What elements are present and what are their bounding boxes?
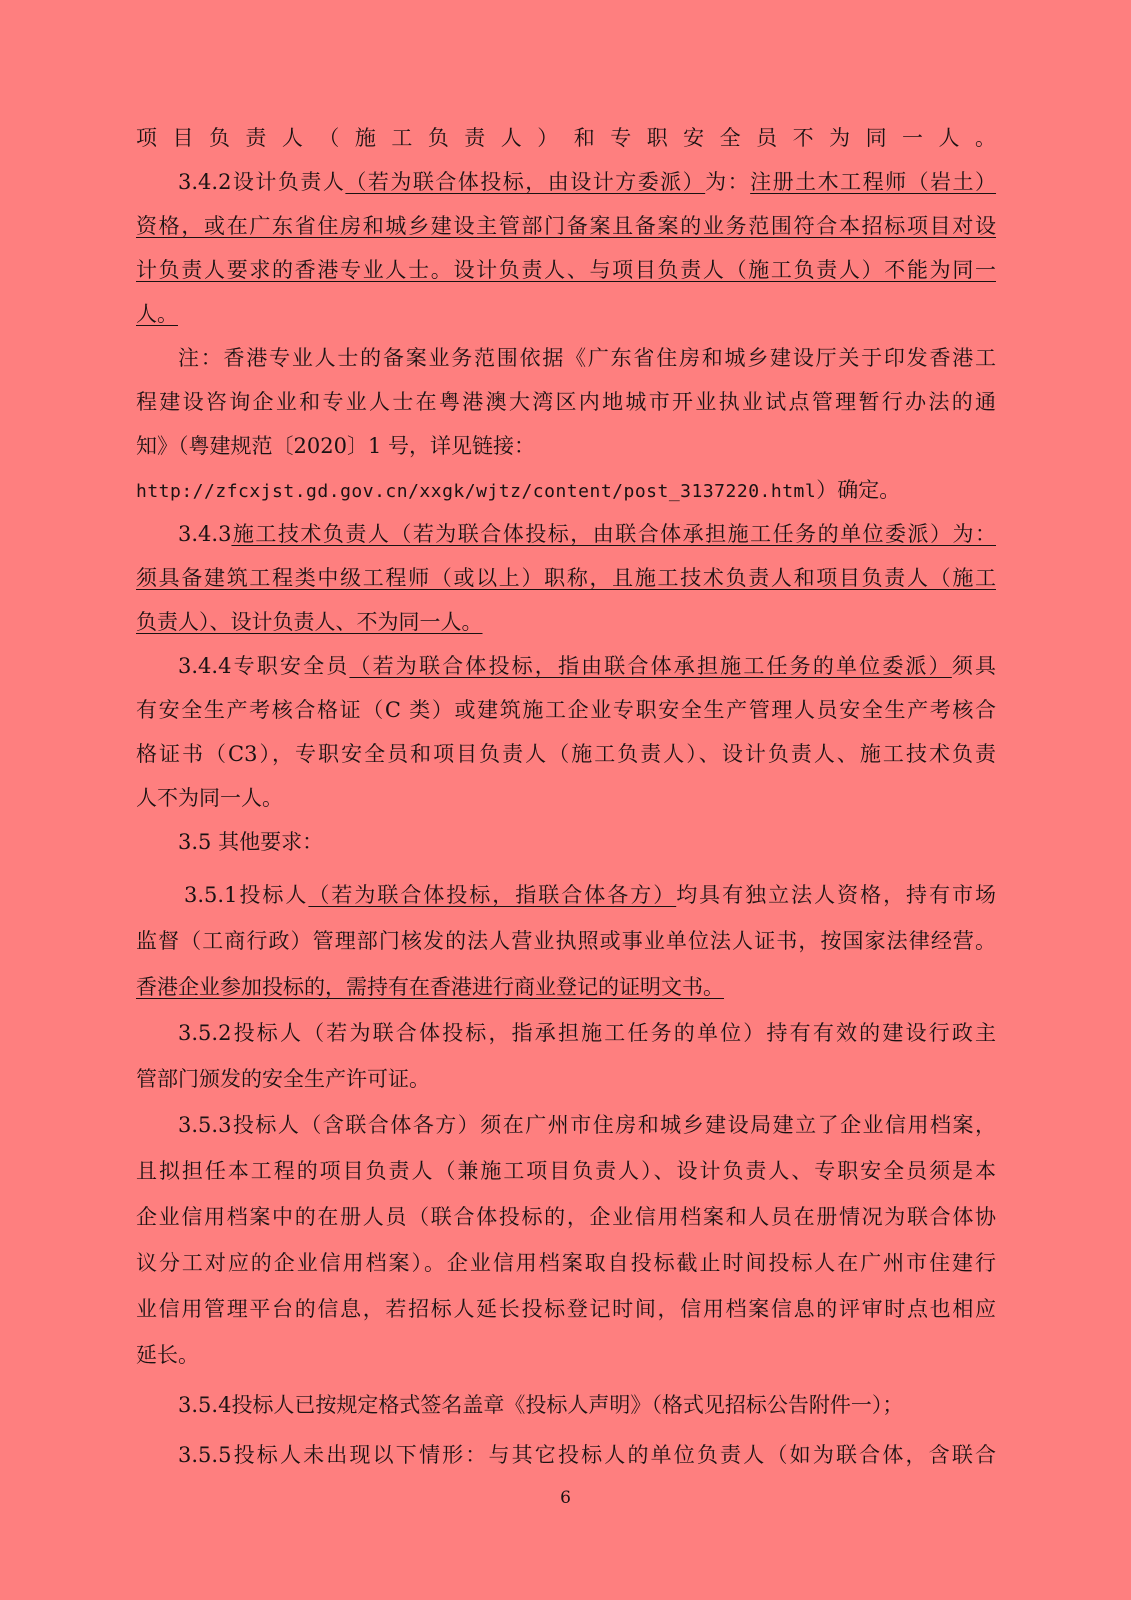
- clause-number: 3.4.3: [178, 522, 232, 546]
- text-run: 人不为同一人。: [136, 786, 283, 810]
- underlined-text: 注册土木工程师（岩土）: [750, 170, 997, 194]
- text-run: 投标人已按规定格式签名盖章《投标人声明》（格式见招标公告附件一）；: [231, 1393, 904, 1417]
- text-run: 项目负责人（施工负责人）和专职安全员不为同一人。: [136, 126, 996, 150]
- note-line-2: [136, 387, 996, 417]
- clause-3-5-3-line-5: [136, 1294, 996, 1324]
- text-run: 专职安全员: [231, 654, 350, 678]
- text-run: 管部门颁发的安全生产许可证。: [136, 1067, 430, 1091]
- text-run: 投标人未出现以下情形：与其它投标人的单位负责人（如为联合体，含联合: [231, 1443, 996, 1467]
- text-run: 有安全生产考核合格证（C 类）或建筑施工企业专职安全生产管理人员安全生产考核合: [136, 698, 996, 722]
- text-run: 延长。: [136, 1343, 199, 1367]
- clause-3-4-2-line-4: [136, 299, 996, 329]
- clause-number: 3.5.5: [178, 1443, 232, 1467]
- text-run: 须具: [951, 654, 997, 678]
- text-run: 业信用管理平台的信息，若招标人延长投标登记时间，信用档案信息的评审时点也相应: [136, 1297, 996, 1321]
- underlined-text: （若为联合体投标，由设计方委派）: [345, 170, 706, 194]
- clause-3-4-3-line-2: [136, 563, 996, 593]
- clause-3-5-1-line-1: [184, 880, 996, 910]
- clause-3-5-2-line-1: [178, 1018, 996, 1048]
- clause-3-4-4-line-3: [136, 739, 996, 769]
- clause-3-5-3-line-1: [178, 1110, 996, 1140]
- clause-number: 3.4.4: [178, 654, 232, 678]
- clause-3-4-2-line-2: [136, 211, 996, 241]
- note-line-3: [136, 431, 996, 461]
- clause-number: 3.5.1: [184, 883, 238, 907]
- clause-3-4-3-line-1: [178, 519, 996, 549]
- clause-3-5-1-line-2: [136, 926, 996, 956]
- underlined-text: 须具备建筑工程类中级工程师（或以上）职称，且施工技术负责人和项目负责人（施工: [136, 566, 996, 590]
- section-3-5-heading: [178, 827, 996, 857]
- text-run: 议分工对应的企业信用档案）。企业信用档案取自投标截止时间投标人在广州市住建行: [136, 1251, 996, 1275]
- clause-3-4-4-line-4: [136, 783, 996, 813]
- text-run: 格证书（C3），专职安全员和项目负责人（施工负责人）、设计负责人、施工技术负责: [136, 742, 996, 766]
- clause-3-5-2-line-2: [136, 1064, 996, 1094]
- text-run: 为：: [705, 170, 751, 194]
- text-run: 程建设咨询企业和专业人士在粤港澳大湾区内地城市开业执业试点管理暂行办法的通: [136, 390, 996, 414]
- text-run: 监督（工商行政）管理部门核发的法人营业执照或事业单位法人证书，按国家法律经营。: [136, 929, 996, 953]
- underlined-text: 资格，或在广东省住房和城乡建设主管部门备案且备案的业务范围符合本招标项目对设: [136, 214, 996, 238]
- text-run: 投标人（若为联合体投标，指承担施工任务的单位）持有有效的建设行政主: [231, 1021, 996, 1045]
- text-run: 知》（粤建规范〔2020〕1 号，详见链接：: [136, 434, 535, 458]
- clause-3-4-3-line-3: [136, 607, 996, 637]
- clause-3-4-2-line-3: [136, 255, 996, 285]
- clause-3-5-3-line-3: [136, 1202, 996, 1232]
- note-line-4: [136, 475, 996, 505]
- text-run: 企业信用档案中的在册人员（联合体投标的，企业信用档案和人员在册情况为联合体协: [136, 1205, 996, 1229]
- clause-3-5-3-line-2: [136, 1156, 996, 1186]
- page-number: 6: [560, 1488, 571, 1508]
- underlined-text: 香港企业参加投标的，需持有在香港进行商业登记的证明文书。: [136, 975, 724, 999]
- underlined-text: 施工技术负责人（若为联合体投标，由联合体承担施工任务的单位委派）为：: [231, 522, 996, 546]
- clause-3-4-2-line-1: [178, 167, 996, 197]
- text-run: 设计负责人: [231, 170, 346, 194]
- clause-3-4-4-line-2: [136, 695, 996, 725]
- url-link[interactable]: http://zfcxjst.gd.gov.cn/xxgk/wjtz/content/post_3137220.html: [136, 481, 817, 502]
- clause-number: 3.4.2: [178, 170, 232, 194]
- clause-3-5-4-line-1: [178, 1390, 996, 1420]
- text-run: ）确定。: [816, 478, 901, 502]
- text-run: 均具有独立法人资格，持有市场: [676, 883, 997, 907]
- clause-3-5-1-line-3: [136, 972, 996, 1002]
- text-run: 注：香港专业人士的备案业务范围依据《广东省住房和城乡建设厅关于印发香港工: [178, 346, 996, 370]
- underlined-text: （若为联合体投标，指由联合体承担施工任务的单位委派）: [349, 654, 952, 678]
- clause-3-5-5-line-1: [178, 1440, 996, 1470]
- underlined-text: 计负责人要求的香港专业人士。设计负责人、与项目负责人（施工负责人）不能为同一: [136, 258, 996, 282]
- clause-3-5-3-line-6: [136, 1340, 996, 1370]
- clause-3-4-4-line-1: [178, 651, 996, 681]
- text-run: 投标人: [237, 883, 309, 907]
- text-run: 且拟担任本工程的项目负责人（兼施工项目负责人）、设计负责人、专职安全员须是本: [136, 1159, 996, 1183]
- underlined-text: 负责人）、设计负责人、不为同一人。: [136, 610, 483, 634]
- text-run: 3.5 其他要求：: [178, 830, 324, 854]
- note-line-1: [178, 343, 996, 373]
- clause-number: 3.5.4: [178, 1393, 232, 1417]
- underlined-text: （若为联合体投标，指联合体各方）: [308, 883, 677, 907]
- clause-number: 3.5.2: [178, 1021, 232, 1045]
- clause-number: 3.5.3: [178, 1113, 232, 1137]
- text-line: [136, 123, 996, 153]
- underlined-text: 人。: [136, 302, 178, 326]
- text-run: 投标人（含联合体各方）须在广州市住房和城乡建设局建立了企业信用档案，: [231, 1113, 996, 1137]
- clause-3-5-3-line-4: [136, 1248, 996, 1278]
